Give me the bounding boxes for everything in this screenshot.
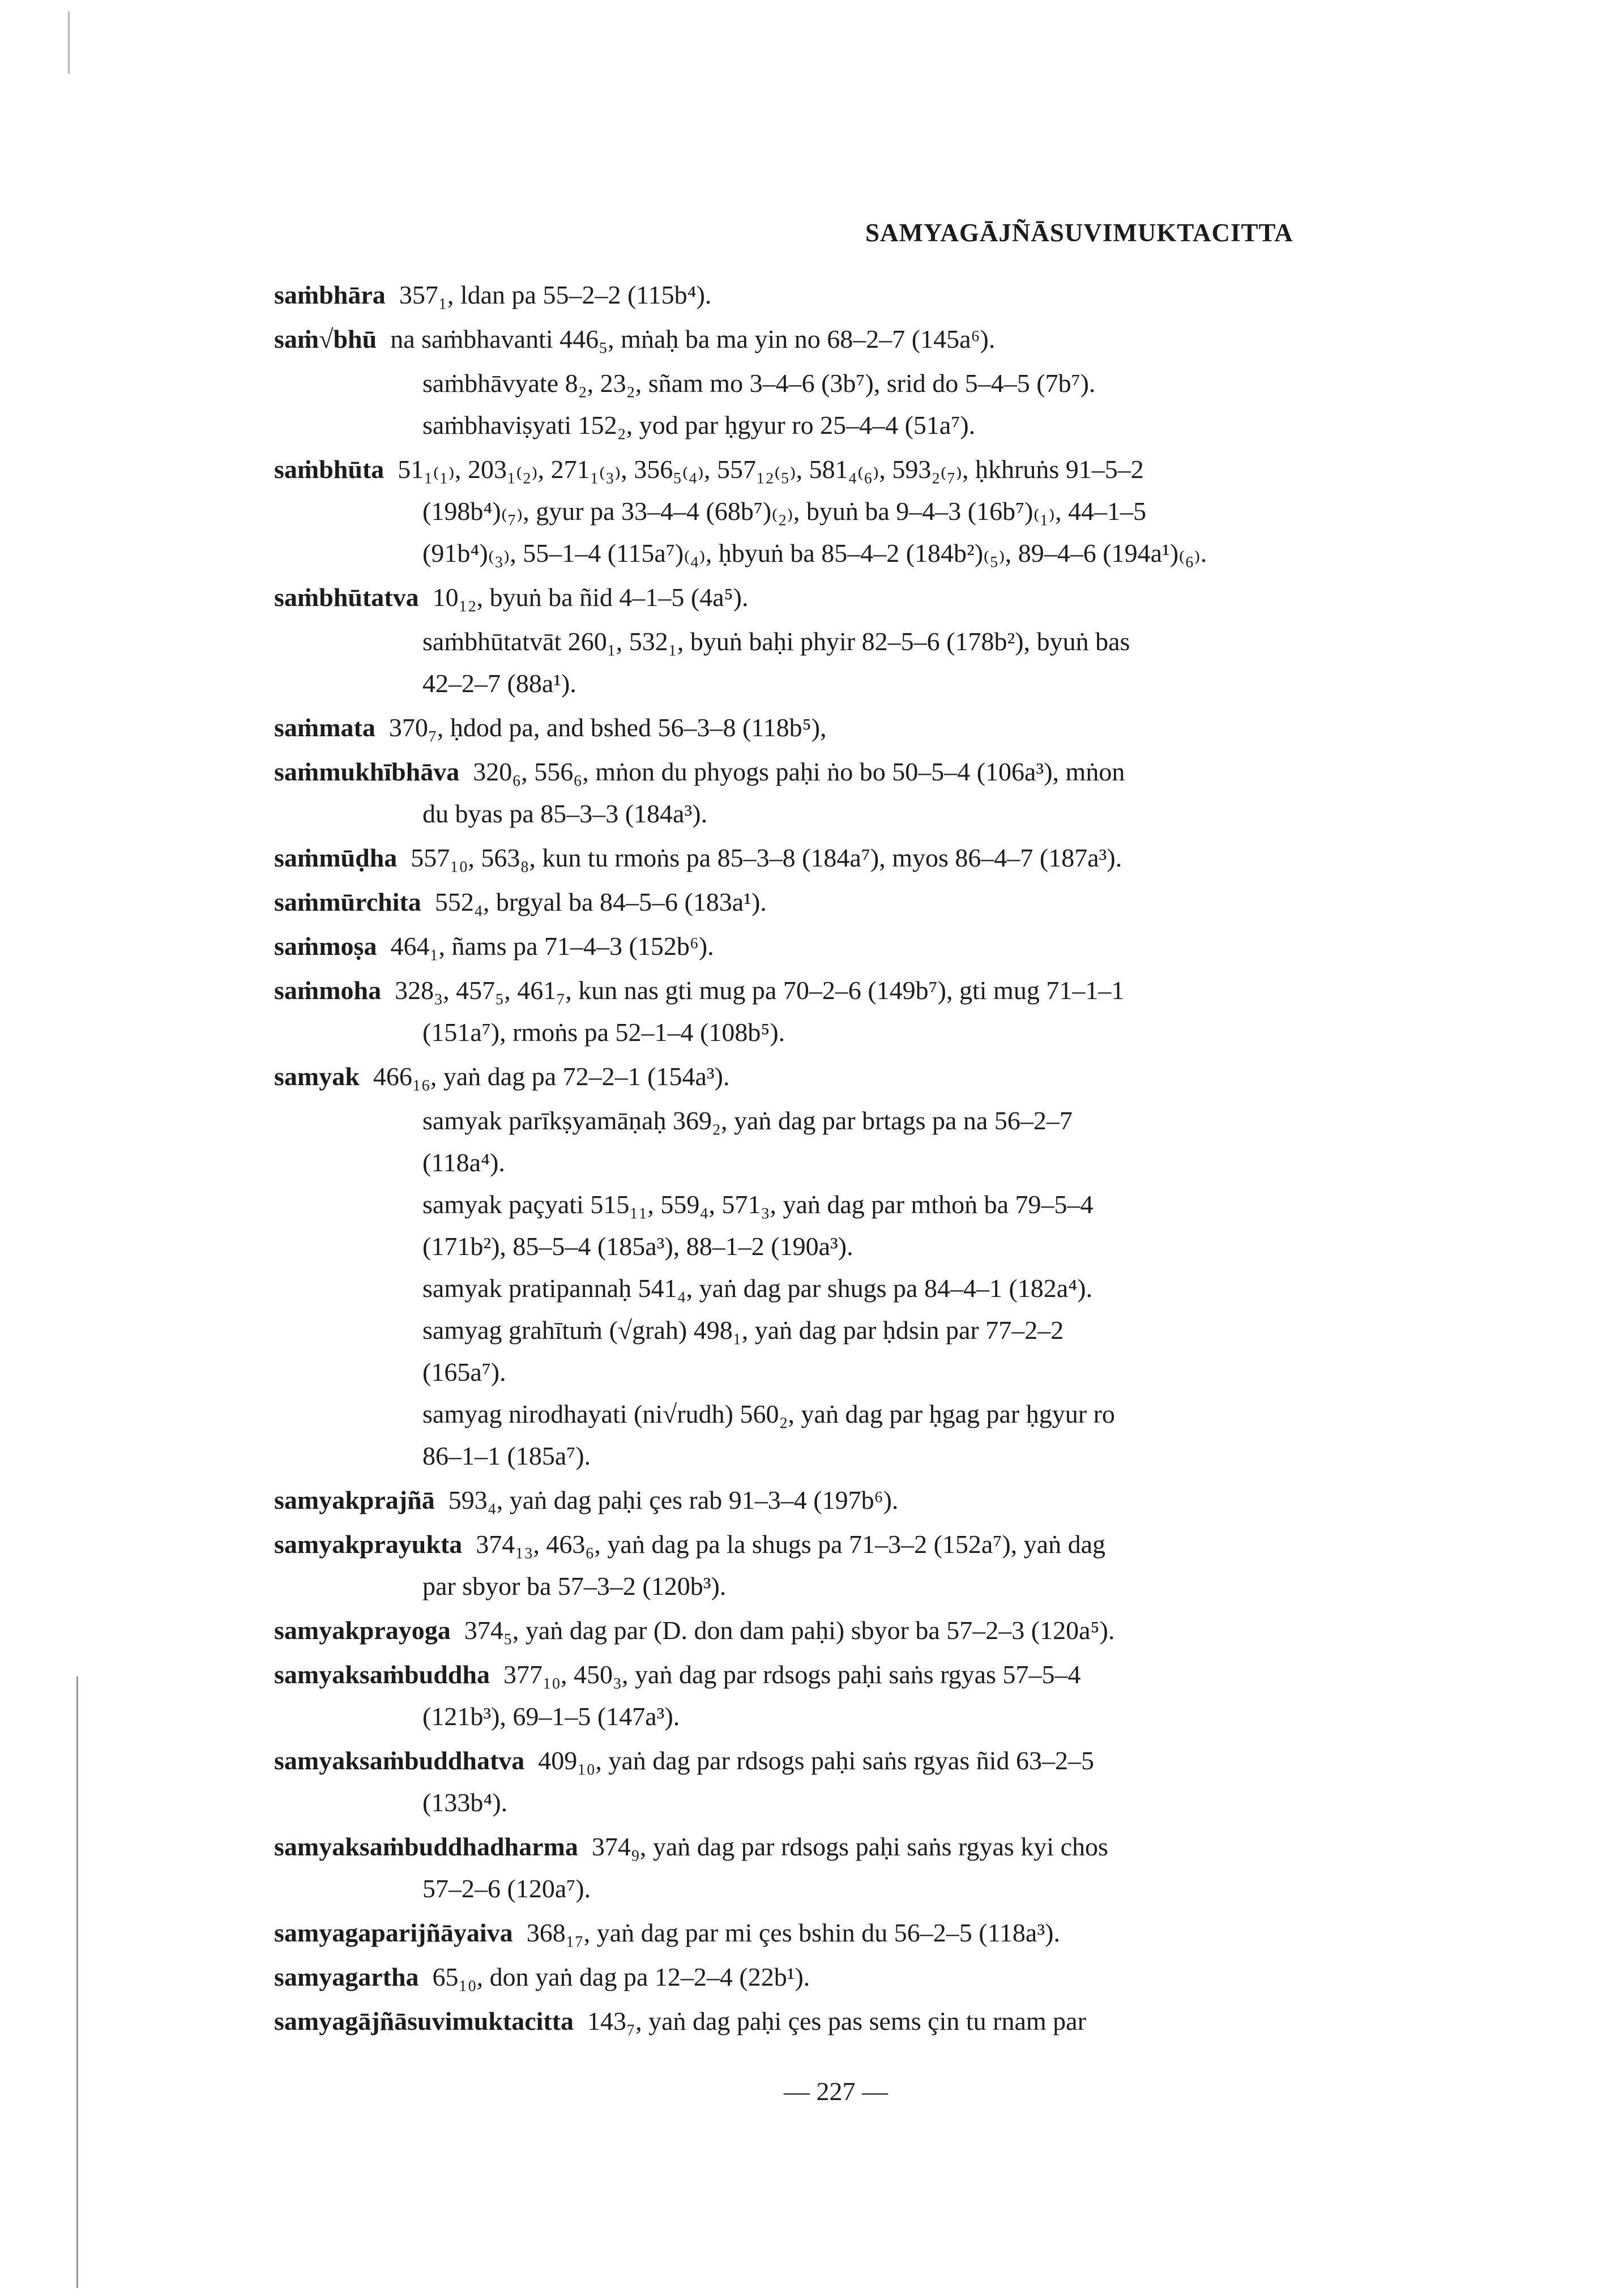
scan-edge-mark-bottom (76, 1676, 78, 2288)
entry-text: 57–2–6 (120a⁷). (422, 1874, 591, 1903)
entry-text: 377₁₀, 450₃, yaṅ dag par rdsogs paḥi saṅs rgyas 57–5–4 (503, 1660, 1081, 1689)
dictionary-entry (274, 751, 1395, 835)
dictionary-entry (274, 1912, 1395, 1954)
entry-continuation-line (274, 532, 1395, 574)
entry-text: 328₃, 457₅, 461₇, kun nas gti mug pa 70–2–6 (149b⁷), gti mug 71–1–1 (395, 976, 1125, 1005)
entry-text: (198b⁴)₍₇₎, gyur pa 33–4–4 (68b⁷)₍₂₎, byuṅ ba 9–4–3 (16b⁷)₍₁₎, 44–1–5 (422, 497, 1147, 526)
headword: saṁbhūtatva (274, 583, 419, 612)
dictionary-entry (274, 1056, 1395, 1098)
dictionary-entry (274, 925, 1395, 967)
dictionary-entry (274, 621, 1395, 705)
entry-text: 374₅, yaṅ dag par (D. don dam paḥi) sbyor ba 57–2–3 (120a⁵). (464, 1616, 1115, 1645)
dictionary-entry (274, 1826, 1395, 1910)
running-title: SAMYAGĀJÑĀSUVIMUKTACITTA (865, 219, 1293, 247)
entry-text: 10₁₂, byuṅ ba ñid 4–1–5 (4a⁵). (432, 583, 749, 612)
dictionary-entry (274, 881, 1395, 923)
headword: samyagartha (274, 1962, 419, 1991)
headword: samyaksaṁbuddhadharma (274, 1832, 578, 1861)
subentry-line: samyag nirodhayati (ni√rudh) 560₂, yaṅ dag par ḥgag par ḥgyur ro (422, 1399, 1115, 1428)
dictionary-entry (274, 274, 1395, 316)
entry-text: 374₁₃, 463₆, yaṅ dag pa la shugs pa 71–3–2 (152a⁷), yaṅ dag (476, 1530, 1106, 1559)
entry-text: 368₁₇, yaṅ dag par mi çes bshin du 56–2–5 (118a³). (526, 1918, 1060, 1947)
page-number: — 227 — (784, 2077, 888, 2106)
headword: saṁbhūta (274, 455, 385, 484)
entry-first-line (274, 1610, 1395, 1651)
entry-text: du byas pa 85–3–3 (184a³). (422, 799, 708, 828)
subentry-line: saṁbhūtatvāt 260₁, 532₁, byuṅ baḥi phyir 82–5–6 (178b²), byuṅ bas (422, 627, 1130, 656)
dictionary-entry (274, 577, 1395, 618)
entry-first-line (274, 577, 1395, 618)
entry-text: (91b⁴)₍₃₎, 55–1–4 (115a⁷)₍₄₎, ḥbyuṅ ba 85–4–2 (184b²)₍₅₎, 89–4–6 (194a¹)₍₆₎. (422, 539, 1207, 567)
entry-continuation-line (274, 1565, 1395, 1607)
dictionary-entry (274, 449, 1395, 574)
subentry-line: saṁbhāvyate 8₂, 23₂, sñam mo 3–4–6 (3b⁷), srid do 5–4–5 (7b⁷). (422, 369, 1096, 398)
subentry-line: 42–2–7 (88a¹). (422, 669, 576, 698)
entry-first-line (274, 274, 1395, 316)
headword: samyagaparijñāyaiva (274, 1918, 513, 1947)
entry-continuation-line (274, 1868, 1395, 1910)
subentry-line: 86–1–1 (185a⁷). (422, 1441, 591, 1470)
entry-first-line (274, 1523, 1395, 1565)
dictionary-entry (274, 1610, 1395, 1651)
entry-first-line (274, 1912, 1395, 1954)
headword: saṁmukhībhāva (274, 757, 460, 786)
entry-first-line (274, 970, 1395, 1012)
headword: saṁmata (274, 713, 375, 742)
entry-text: 409₁₀, yaṅ dag par rdsogs paḥi saṅs rgyas ñid 63–2–5 (538, 1746, 1095, 1775)
entry-first-line (274, 1740, 1395, 1782)
entry-text: 357₁, ldan pa 55–2–2 (115b⁴). (399, 280, 712, 309)
entry-text: 370₇, ḥdod pa, and bshed 56–3–8 (118b⁵), (388, 713, 827, 742)
scan-edge-mark-top (68, 11, 70, 74)
dictionary-entry (274, 1740, 1395, 1824)
dictionary-entry (274, 707, 1395, 749)
dictionary-entry (274, 1654, 1395, 1738)
entry-text: 552₄, brgyal ba 84–5–6 (183a¹). (434, 887, 767, 916)
entry-continuation-line (274, 793, 1395, 835)
headword: saṁmoṣa (274, 932, 377, 961)
subentry-line: samyag grahītuṁ (√grah) 498₁, yaṅ dag par ḥdsin par 77–2–2 (422, 1316, 1064, 1345)
headword: samyakprajñā (274, 1486, 435, 1514)
entry-text: 374₉, yaṅ dag par rdsogs paḥi saṅs rgyas kyi chos (591, 1832, 1108, 1861)
entry-continuation-line (274, 490, 1395, 532)
dictionary-entry (274, 1479, 1395, 1521)
entry-text: 593₄, yaṅ dag paḥi çes rab 91–3–4 (197b⁶). (448, 1486, 899, 1514)
entry-first-line (274, 1956, 1395, 1998)
subentry-line: (171b²), 85–5–4 (185a³), 88–1–2 (190a³). (422, 1232, 853, 1261)
headword: samyagājñāsuvimuktacitta (274, 2007, 574, 2035)
entry-first-line (274, 881, 1395, 923)
subentry-line: (118a⁴). (422, 1148, 505, 1177)
dictionary-entry (274, 1956, 1395, 1998)
dictionary-entry (274, 2000, 1395, 2042)
entry-first-line (274, 707, 1395, 749)
dictionary-entry (274, 1100, 1395, 1477)
subentry-line: samyak parīkṣyamāṇaḥ 369₂, yaṅ dag par brtags pa na 56–2–7 (422, 1106, 1073, 1135)
entry-text: par sbyor ba 57–3–2 (120b³). (422, 1572, 727, 1601)
headword: samyak (274, 1062, 360, 1091)
entry-first-line (274, 1479, 1395, 1521)
entry-text: (151a⁷), rmoṅs pa 52–1–4 (108b⁵). (422, 1018, 785, 1047)
entry-text: 557₁₀, 563₈, kun tu rmoṅs pa 85–3–8 (184a⁷), myos 86–4–7 (187a³). (411, 843, 1122, 872)
entry-first-line (274, 1056, 1395, 1098)
headword: saṁ√bhū (274, 325, 377, 353)
entry-continuation-line (274, 1012, 1395, 1053)
subentry-line: saṁbhaviṣyati 152₂, yod par ḥgyur ro 25–4–4 (51a⁷). (422, 411, 976, 439)
entry-continuation-line (274, 1782, 1395, 1824)
dictionary-entries (274, 272, 1395, 2042)
headword: samyaksaṁbuddha (274, 1660, 490, 1689)
entry-text: (121b³), 69–1–5 (147a³). (422, 1702, 680, 1731)
entry-text: 320₆, 556₆, mṅon du phyogs paḥi ṅo bo 50–5–4 (106a³), mṅon (473, 757, 1125, 786)
entry-continuation-line (274, 1696, 1395, 1738)
entry-text: (133b⁴). (422, 1788, 508, 1817)
entry-first-line (274, 925, 1395, 967)
entry-text: 65₁₀, don yaṅ dag pa 12–2–4 (22b¹). (432, 1962, 810, 1991)
headword: samyakprayoga (274, 1616, 451, 1645)
dictionary-entry (274, 1523, 1395, 1607)
headword: samyakprayukta (274, 1530, 463, 1559)
entry-text: 51₁₍₁₎, 203₁₍₂₎, 271₁₍₃₎, 356₅₍₄₎, 557₁₂₍₅₎, 581₄₍₆₎, 593₂₍₇₎, ḥkhruṅs 91–5–2 (398, 455, 1144, 484)
entry-first-line (274, 2000, 1395, 2042)
dictionary-entry (274, 970, 1395, 1053)
entry-first-line (274, 1826, 1395, 1868)
headword: saṁbhāra (274, 280, 386, 309)
dictionary-entry (274, 837, 1395, 879)
entry-text: 143₇, yaṅ dag paḥi çes pas sems çin tu rnam par (587, 2007, 1086, 2035)
dictionary-entry (274, 318, 1395, 360)
entry-text: 464₁, ñams pa 71–4–3 (152b⁶). (390, 932, 714, 961)
subentry-line: samyak paçyati 515₁₁, 559₄, 571₃, yaṅ dag par mthoṅ ba 79–5–4 (422, 1190, 1094, 1219)
subentry-line: samyak pratipannaḥ 541₄, yaṅ dag par shugs pa 84–4–1 (182a⁴). (422, 1274, 1093, 1303)
entry-first-line (274, 751, 1395, 793)
entry-text: 466₁₆, yaṅ dag pa 72–2–1 (154a³). (373, 1062, 730, 1091)
headword: saṁmoha (274, 976, 382, 1005)
headword: saṁmūḍha (274, 843, 398, 872)
entry-first-line (274, 449, 1395, 490)
entry-text: na saṁbhavanti 446₅, mṅaḥ ba ma yin no 68–2–7 (145a⁶). (390, 325, 996, 353)
entry-first-line (274, 318, 1395, 360)
entry-first-line (274, 837, 1395, 879)
entry-first-line (274, 1654, 1395, 1696)
dictionary-entry (274, 362, 1395, 446)
headword: saṁmūrchita (274, 887, 421, 916)
subentry-line: (165a⁷). (422, 1358, 506, 1386)
headword: samyaksaṁbuddhatva (274, 1746, 525, 1775)
